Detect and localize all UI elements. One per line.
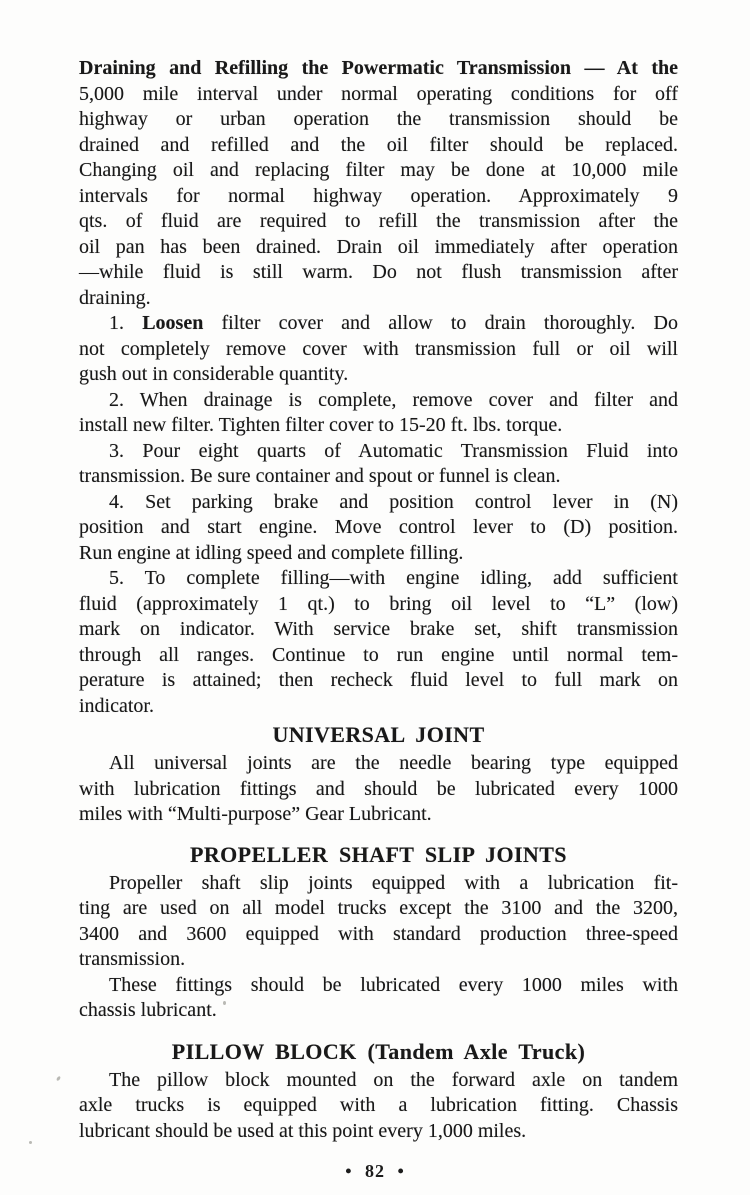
page-number: • 82 • [345, 1161, 405, 1181]
text-line: oil pan has been drained. Drain oil immediately after operation [79, 235, 678, 258]
text-line: highway or urban operation the transmission should be [79, 108, 678, 130]
text-line: intervals for normal highway operation. Approximately 9 [79, 184, 678, 207]
text-line: position and start engine. Move control lever to (D) position. [79, 516, 678, 538]
text-line: 1. Loosen filter cover and allow to drain thoroughly. Do [109, 312, 679, 334]
step-2 [79, 388, 678, 439]
text-line: fluid (approximately 1 qt.) to bring oil level to “L” (low) [79, 592, 678, 615]
universal-joint-paragraph [79, 751, 678, 828]
fittings-interval-paragraph [79, 973, 678, 1024]
text-line: transmission. [79, 948, 186, 970]
text-line: —while fluid is still warm. Do not flush transmission after [79, 261, 678, 283]
text-line: drained and refilled and the oil filter should be replaced. [79, 133, 678, 156]
scan-speck [223, 1001, 226, 1005]
text-line: The pillow block mounted on the forward axle on tandem [109, 1068, 678, 1091]
text-line: gush out in considerable quantity. [79, 363, 349, 385]
heading-propeller-shaft-slip-joints: PROPELLER SHAFT SLIP JOINTS [190, 841, 567, 867]
text-line: miles with “Multi-purpose” Gear Lubricant. [79, 803, 432, 825]
step-4 [79, 490, 678, 567]
pillow-block-paragraph [79, 1068, 678, 1145]
text-line: with lubrication fittings and should be lubricated every 1000 [79, 777, 678, 800]
text-line: qts. of fluid are required to refill the transmission after the [79, 210, 678, 232]
text-line: Changing oil and replacing filter may be done at 10,000 mile [79, 159, 678, 181]
scan-speck [29, 1141, 32, 1144]
text-line: install new filter. Tighten filter cover to 15-20 ft. lbs. torque. [79, 414, 563, 436]
page-footer [0, 1161, 750, 1182]
step-3 [79, 439, 678, 490]
text-line: 5. To complete filling—with engine idling, add sufficient [109, 567, 678, 589]
text-line: 3400 and 3600 equipped with standard production three-speed [79, 922, 678, 945]
text-line: chassis lubricant. [79, 999, 217, 1021]
text-line: ting are used on all model trucks except the 3100 and the 3200, [79, 897, 678, 919]
text-line: perature is attained; then recheck fluid level to full mark on [79, 669, 678, 691]
text-line: 3. Pour eight quarts of Automatic Transmission Fluid into [109, 439, 678, 462]
heading-universal-joint: UNIVERSAL JOINT [272, 722, 485, 747]
text-line: These fittings should be lubricated every 1000 miles with [109, 973, 678, 996]
text-line: mark on indicator. With service brake set, shift transmission [79, 618, 678, 640]
text-line: through all ranges. Continue to run engine until normal tem- [79, 643, 678, 666]
step-1 [79, 311, 678, 388]
text-line: transmission. Be sure container and spout or funnel is clean. [79, 465, 561, 487]
text-line: draining. [79, 286, 151, 309]
heading-pillow-block: PILLOW BLOCK (Tandem Axle Truck) [171, 1038, 586, 1064]
text-line: Propeller shaft slip joints equipped with a lubrication fit- [109, 871, 678, 894]
text-line: lubricant should be used at this point every 1,000 miles. [79, 1119, 527, 1142]
text-line: 4. Set parking brake and position control lever in (N) [109, 490, 678, 513]
text-line: Draining and Refilling the Powermatic Transmission — At the [79, 57, 678, 79]
text-line: axle trucks is equipped with a lubrication fitting. Chassis [79, 1094, 678, 1116]
text-line: not completely remove cover with transmission full or oil will [79, 337, 678, 360]
text-line: 2. When drainage is complete, remove cover and filter and [109, 388, 678, 411]
text-line: All universal joints are the needle bearing type equipped [109, 752, 678, 774]
text-line: 5,000 mile interval under normal operating conditions for off [79, 82, 678, 105]
propeller-shaft-paragraph [79, 871, 678, 973]
step-5 [79, 566, 678, 719]
powermatic-intro-paragraph [79, 56, 678, 311]
text-line: Run engine at idling speed and complete filling. [79, 541, 464, 564]
text-line: indicator. [79, 694, 154, 717]
